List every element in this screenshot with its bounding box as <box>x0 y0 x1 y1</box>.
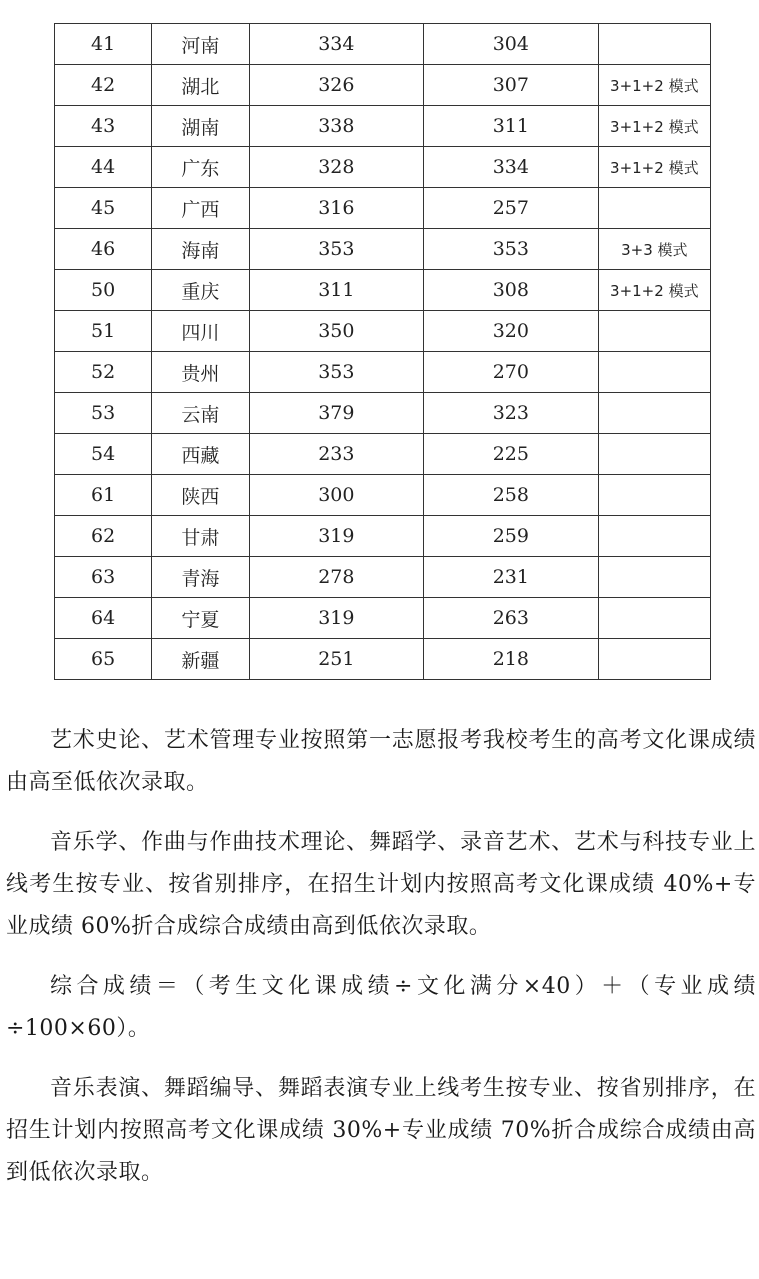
score-a-cell: 278 <box>249 557 424 598</box>
note-cell <box>598 475 710 516</box>
paragraph-formula: 综合成绩＝（考生文化课成绩÷文化满分×40）＋（专业成绩÷100×60）。 <box>6 974 756 1041</box>
note-cell: 3+1+2 模式 <box>598 65 710 106</box>
province-code-cell: 52 <box>55 352 152 393</box>
note-cell <box>598 24 710 65</box>
score-a-cell: 353 <box>249 352 424 393</box>
province-code-cell: 61 <box>55 475 152 516</box>
table-row <box>55 188 711 229</box>
table-row <box>55 147 711 188</box>
province-code-cell: 45 <box>55 188 152 229</box>
province-name-cell: 广西 <box>152 188 249 229</box>
paragraph-music-composite: 音乐学、作曲与作曲技术理论、舞蹈学、录音艺术、艺术与科技专业上线考生按专业、按省别排序，在招生计划内按照高考文化课成绩 40%+专业成绩 60%折合成综合成绩由高到低依次录取。 <box>6 830 756 939</box>
score-table <box>54 23 711 680</box>
province-name-cell: 河南 <box>152 24 249 65</box>
province-name-cell: 海南 <box>152 229 249 270</box>
score-a-cell: 319 <box>249 598 424 639</box>
province-code-cell: 64 <box>55 598 152 639</box>
table-row <box>55 598 711 639</box>
province-name-cell: 重庆 <box>152 270 249 311</box>
note-cell: 3+3 模式 <box>598 229 710 270</box>
note-cell <box>598 434 710 475</box>
province-code-cell: 42 <box>55 65 152 106</box>
score-a-cell: 326 <box>249 65 424 106</box>
table-row <box>55 639 711 680</box>
score-a-cell: 311 <box>249 270 424 311</box>
score-b-cell: 320 <box>424 311 599 352</box>
document-body <box>6 720 756 1212</box>
note-cell <box>598 557 710 598</box>
table-row <box>55 393 711 434</box>
score-b-cell: 323 <box>424 393 599 434</box>
score-b-cell: 258 <box>424 475 599 516</box>
table-row <box>55 270 711 311</box>
paragraph-performance-composite: 音乐表演、舞蹈编导、舞蹈表演专业上线考生按专业、按省别排序，在招生计划内按照高考文化课成绩 30%+专业成绩 70%折合成综合成绩由高到低依次录取。 <box>6 1076 756 1185</box>
table-row <box>55 65 711 106</box>
note-cell <box>598 516 710 557</box>
score-b-cell: 308 <box>424 270 599 311</box>
note-cell <box>598 639 710 680</box>
province-name-cell: 陕西 <box>152 475 249 516</box>
province-name-cell: 云南 <box>152 393 249 434</box>
score-a-cell: 353 <box>249 229 424 270</box>
note-cell: 3+1+2 模式 <box>598 106 710 147</box>
score-a-cell: 319 <box>249 516 424 557</box>
score-b-cell: 270 <box>424 352 599 393</box>
note-cell <box>598 393 710 434</box>
table-row <box>55 434 711 475</box>
province-name-cell: 广东 <box>152 147 249 188</box>
note-cell <box>598 188 710 229</box>
score-a-cell: 338 <box>249 106 424 147</box>
province-name-cell: 湖南 <box>152 106 249 147</box>
score-a-cell: 328 <box>249 147 424 188</box>
province-name-cell: 西藏 <box>152 434 249 475</box>
table-row <box>55 475 711 516</box>
table-row <box>55 516 711 557</box>
score-b-cell: 311 <box>424 106 599 147</box>
province-code-cell: 54 <box>55 434 152 475</box>
score-b-cell: 259 <box>424 516 599 557</box>
score-b-cell: 231 <box>424 557 599 598</box>
score-b-cell: 218 <box>424 639 599 680</box>
table-row <box>55 557 711 598</box>
province-code-cell: 51 <box>55 311 152 352</box>
province-name-cell: 新疆 <box>152 639 249 680</box>
province-code-cell: 46 <box>55 229 152 270</box>
score-b-cell: 334 <box>424 147 599 188</box>
score-a-cell: 233 <box>249 434 424 475</box>
score-a-cell: 300 <box>249 475 424 516</box>
province-code-cell: 43 <box>55 106 152 147</box>
score-b-cell: 257 <box>424 188 599 229</box>
note-cell <box>598 598 710 639</box>
table-row <box>55 352 711 393</box>
score-b-cell: 307 <box>424 65 599 106</box>
score-b-cell: 304 <box>424 24 599 65</box>
score-a-cell: 334 <box>249 24 424 65</box>
score-b-cell: 263 <box>424 598 599 639</box>
province-code-cell: 41 <box>55 24 152 65</box>
score-a-cell: 251 <box>249 639 424 680</box>
note-cell: 3+1+2 模式 <box>598 270 710 311</box>
note-cell <box>598 352 710 393</box>
province-name-cell: 贵州 <box>152 352 249 393</box>
score-b-cell: 225 <box>424 434 599 475</box>
province-code-cell: 62 <box>55 516 152 557</box>
note-cell: 3+1+2 模式 <box>598 147 710 188</box>
score-b-cell: 353 <box>424 229 599 270</box>
score-a-cell: 350 <box>249 311 424 352</box>
province-code-cell: 63 <box>55 557 152 598</box>
table-row <box>55 311 711 352</box>
score-a-cell: 316 <box>249 188 424 229</box>
score-a-cell: 379 <box>249 393 424 434</box>
score-table-body <box>55 24 711 680</box>
province-code-cell: 44 <box>55 147 152 188</box>
table-row <box>55 24 711 65</box>
province-name-cell: 青海 <box>152 557 249 598</box>
province-name-cell: 宁夏 <box>152 598 249 639</box>
province-name-cell: 四川 <box>152 311 249 352</box>
table-row <box>55 106 711 147</box>
paragraph-art-theory: 艺术史论、艺术管理专业按照第一志愿报考我校考生的高考文化课成绩由高至低依次录取。 <box>6 728 756 795</box>
province-code-cell: 65 <box>55 639 152 680</box>
province-code-cell: 53 <box>55 393 152 434</box>
table-row <box>55 229 711 270</box>
province-code-cell: 50 <box>55 270 152 311</box>
province-name-cell: 甘肃 <box>152 516 249 557</box>
note-cell <box>598 311 710 352</box>
province-name-cell: 湖北 <box>152 65 249 106</box>
